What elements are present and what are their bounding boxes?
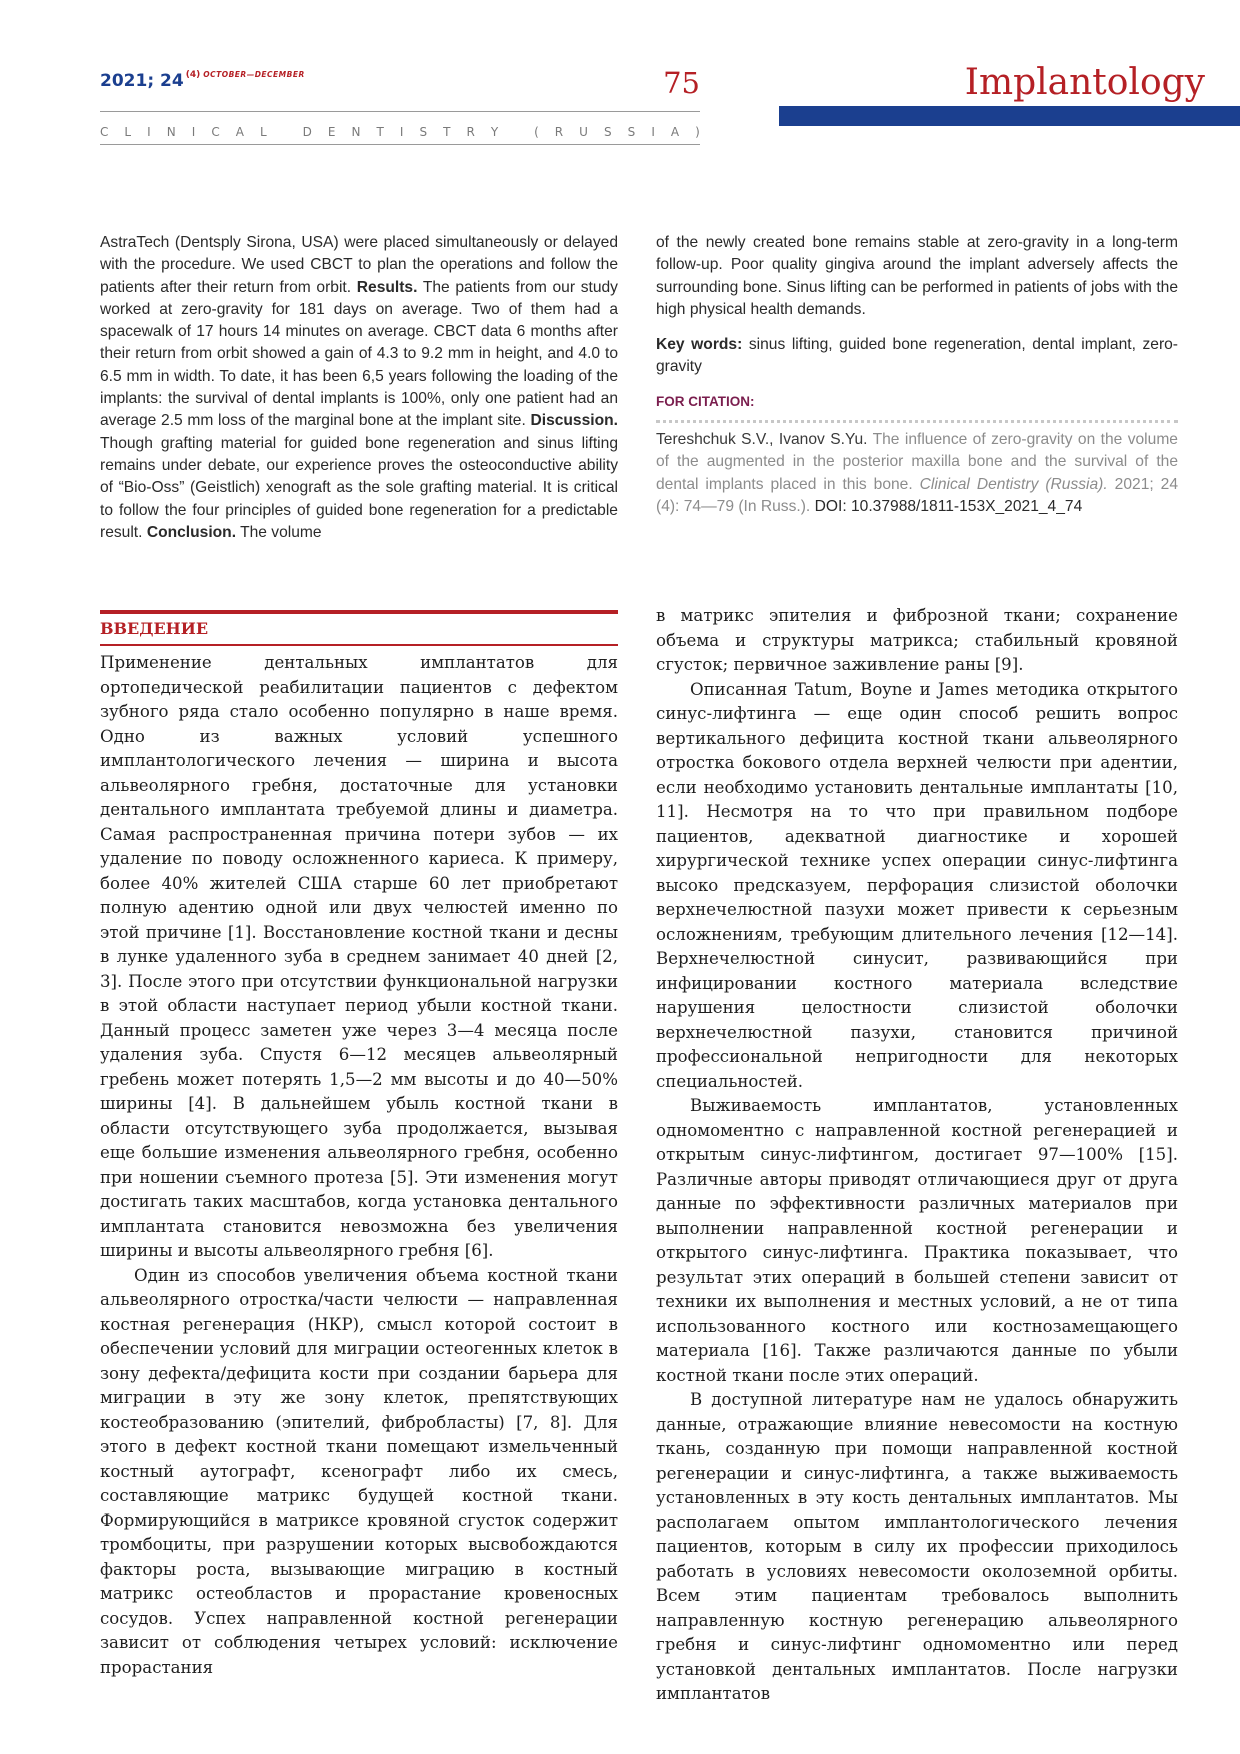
journal-name-letter: C xyxy=(211,125,220,139)
journal-name-letter: S xyxy=(419,125,428,139)
year-volume: 2021; 24 xyxy=(100,71,184,91)
keywords-block xyxy=(656,334,1178,379)
journal-name-letter: T xyxy=(376,125,384,139)
page-number: 75 xyxy=(663,66,700,100)
keywords-text: sinus lifting, guided bone regeneration, dental implant, zero-gravity xyxy=(656,336,1178,376)
body-paragraph: В доступной литературе нам не удалось обнаружить данные, отражающие влияние невесомости на костную ткань, созданную при помощи направленной костной регенерации и синус-лифтинга, а также выживаемость установленных в эту кость дентальных имплантатов. Мы располагаем опытом имплантологического лечения пациентов, которым в силу их профессии приходилось работать в условиях невесомости околоземной орбиты. Всем этим пациентам требовалось выполнить направленную костную регенерацию альвеолярного гребня и синус-лифтинг одномоментно или перед установкой дентальных имплантатов. После нагрузки имплантатов xyxy=(656,1390,1178,1703)
header-rule-top xyxy=(100,111,700,112)
results-label: Results. xyxy=(356,278,418,296)
issue-months: OCTOBER—DECEMBER xyxy=(203,70,305,79)
journal-name-letter: ) xyxy=(695,125,700,139)
citation-divider xyxy=(656,420,1178,423)
journal-name-letter: T xyxy=(443,125,451,139)
journal-name-letter: Y xyxy=(490,125,499,139)
body-paragraph: в матрикс эпителия и фиброзной ткани; сохранение объема и структуры матрикса; стабильный кровяной сгусток; первичное заживление раны [9]. xyxy=(656,606,1178,674)
citation-title: The influence of zero-gravity on the volume of the augmented in the posterior maxilla bone and the survival of the dental implants placed in this bone. xyxy=(656,431,1178,493)
body-paragraph: Описанная Tatum, Boyne и James методика открытого синус-лифтинга — еще один способ решить вопрос вертикального дефицита костной ткани альвеолярного отростка бокового отдела верхней челюсти при адентии, если необходимо установить дентальные имплантаты [10, 11]. Несмотря на то что при правильном подборе пациентов, адекватной диагностике и хорошей хирургической технике успех операции синус-лифтинга высоко предсказуем, перфорация слизистой оболочки верхнечелюстной пазухи может привести к серьезным осложнениям, требующим длительного лечения [12—14]. Верхнечелюстной синусит, развивающийся при инфицировании костного материала вследствие нарушения целостности слизистой оболочки верхнечелюстной пазухи, становится причиной профессиональной непригодности для некоторых специальностей. xyxy=(656,679,1178,1091)
abstract-discussion-text: Though grafting material for guided bone regeneration and sinus lifting remains under debate, our experience proves the osteoconductive ability of “Bio-Oss” (Geistlich) xenograft as the sole grafting material. It is critical to follow the four principles of guided bone regeneration for a predictable result. xyxy=(100,434,618,541)
journal-name-letter: D xyxy=(302,125,312,139)
abstract-methods-text: AstraTech (Dentsply Sirona, USA) were placed simultaneously or delayed with the procedure. We used CBCT to plan the operations and follow the patients after their return from orbit. xyxy=(100,234,618,296)
journal-name-letter: I xyxy=(651,125,655,139)
citation-text xyxy=(656,429,1178,518)
journal-name-letter: R xyxy=(554,125,564,139)
abstract-results-text: The patients from our study worked at zero-gravity for 181 days on average. Two of them had a spacewalk of 17 hours 14 minutes on average. CBCT data 6 months after their return from orbit showed a gain of 4.3 to 9.2 mm in height, and 4.0 to 6.5 mm in width. To date, it has been 6,5 years following the loading of the implants: the survival of dental implants is 100%, only one patient had an average 2.5 mm loss of the marginal bone at the implant site. xyxy=(100,278,618,430)
citation-heading: FOR CITATION: xyxy=(656,393,755,409)
journal-name-letter: L xyxy=(124,125,132,139)
intro-heading-bar xyxy=(100,610,618,614)
intro-heading: ВВЕДЕНИЕ xyxy=(100,619,209,638)
journal-name-letter: A xyxy=(235,125,244,139)
keywords-label: Key words: xyxy=(656,336,743,354)
journal-name-letter: E xyxy=(327,125,336,139)
section-title: Implantology xyxy=(964,62,1205,103)
journal-name-letter: ( xyxy=(534,125,539,139)
body-left-column xyxy=(100,651,618,1680)
body-right-column xyxy=(656,604,1178,1707)
citation-details: 2021; 24 (4): 74—79 (In Russ.). xyxy=(656,475,1178,515)
abstract-right-column xyxy=(656,232,1178,518)
discussion-label: Discussion. xyxy=(530,412,618,430)
journal-name-letter: I xyxy=(191,125,196,139)
journal-name-letter xyxy=(514,125,518,139)
journal-name-letter: U xyxy=(579,125,588,139)
journal-name-letter: N xyxy=(166,125,176,139)
journal-name-letter: R xyxy=(466,125,475,139)
citation-authors: Tereshchuk S.V., Ivanov S.Yu. xyxy=(656,431,868,449)
abstract-left-column xyxy=(100,232,618,544)
journal-name-letter: I xyxy=(399,125,404,139)
abstract-conclusion-text: The volume xyxy=(240,523,322,541)
journal-name-letter: L xyxy=(259,125,267,139)
journal-name xyxy=(100,125,700,139)
body-paragraph: Выживаемость имплантатов, установленных одномоментно с направленной костной регенерацией и открытым синус-лифтингом, достигает 97—100% [15]. Различные авторы приводят отличающиеся друг от друга данные по эффективности различных материалов при выполнении направленной костной регенерации и открытого синус-лифтинга. Практика показывает, что результат этих операций в большей степени зависит от техники их выполнения и местных условий, а не от типа использованного костного или костнозамещающего материала [16]. Также различаются данные по убыли костной ткани после этих операций. xyxy=(656,1096,1178,1385)
issue-info xyxy=(100,70,305,91)
journal-name-letter: C xyxy=(100,125,109,139)
journal-name-letter: S xyxy=(604,125,612,139)
citation-doi: DOI: 10.37988/1811-153X_2021_4_74 xyxy=(814,497,1083,515)
journal-name-letter: A xyxy=(670,125,680,139)
header-rule-bottom xyxy=(100,144,700,145)
journal-name-letter: S xyxy=(627,125,636,139)
journal-name-letter: N xyxy=(351,125,361,139)
body-paragraph: Применение дентальных имплантатов для ортопедической реабилитации пациентов с дефектом зубного ряда стало особенно популярно в наше время. Одно из важных условий успешного имплантологического лечения — ширина и высота альвеолярного гребня, достаточные для установки дентального имплантата требуемой длины и диаметра. Самая распространенная причина потери зубов — их удаление по поводу осложненного кариеса. К примеру, более 40% жителей США старше 60 лет приобретают полную адентию одной или двух челюстей именно по этой причине [1]. Восстановление костной ткани и десны в лунке удаленного зуба в среднем занимает 40 дней [2, 3]. После этого при отсутствии функциональной нагрузки в этой области наступает период убыли костной ткани. Данный процесс заметен уже через 3—4 месяца после удаления зуба. Спустя 6—12 месяцев альвеолярный гребень может потерять 1,5—2 мм высоты и до 40—50% ширины [4]. В дальнейшем убыль костной ткани в области отсутствующего зуба продолжается, вызывая еще большие изменения альвеолярного гребня, особенно при ношении съемного протеза [5]. Эти изменения могут достигать таких масштабов, когда установка дентального имплантата становится невозможна без увеличения ширины и высоты альвеолярного гребня [6]. xyxy=(100,653,618,1260)
journal-name-letter xyxy=(283,125,287,139)
body-paragraph: Один из способов увеличения объема костной ткани альвеолярного отростка/части челюсти — направленная костная регенерация (НКР), смысл которой состоит в обеспечении условий для миграции остеогенных клеток в зону дефекта/дефицита кости при создании барьера для миграции в эту же зону клеток, препятствующих костеобразованию (эпителий, фибробласты) [7, 8]. Для этого в дефект костной ткани помещают измельченный костный аутографт, ксенографт либо их смесь, составляющие матрикс будущей костной ткани. Формирующийся в матриксе кровяной сгусток содержит тромбоциты, при разрушении которых высвобождаются факторы роста, вызывающие миграцию в костный матрикс остеобластов и прорастание кровеносных сосудов. Успех направленной костной регенерации зависит от соблюдения четырех условий: исключение прорастания xyxy=(100,1265,618,1677)
section-bar xyxy=(779,106,1240,126)
conclusion-label: Conclusion. xyxy=(146,523,237,541)
intro-heading-rule xyxy=(100,644,618,646)
issue-number: (4) xyxy=(185,70,201,80)
citation-journal: Clinical Dentistry (Russia). xyxy=(919,475,1108,493)
abstract-conclusion-continued: of the newly created bone remains stable at zero-gravity in a long-term follow-up. Poor quality gingiva around the implant adversely affects the surrounding bone. Sinus lifting can be performed in patients of jobs with the high physical health demands. xyxy=(656,234,1178,318)
journal-name-letter: I xyxy=(147,125,151,139)
